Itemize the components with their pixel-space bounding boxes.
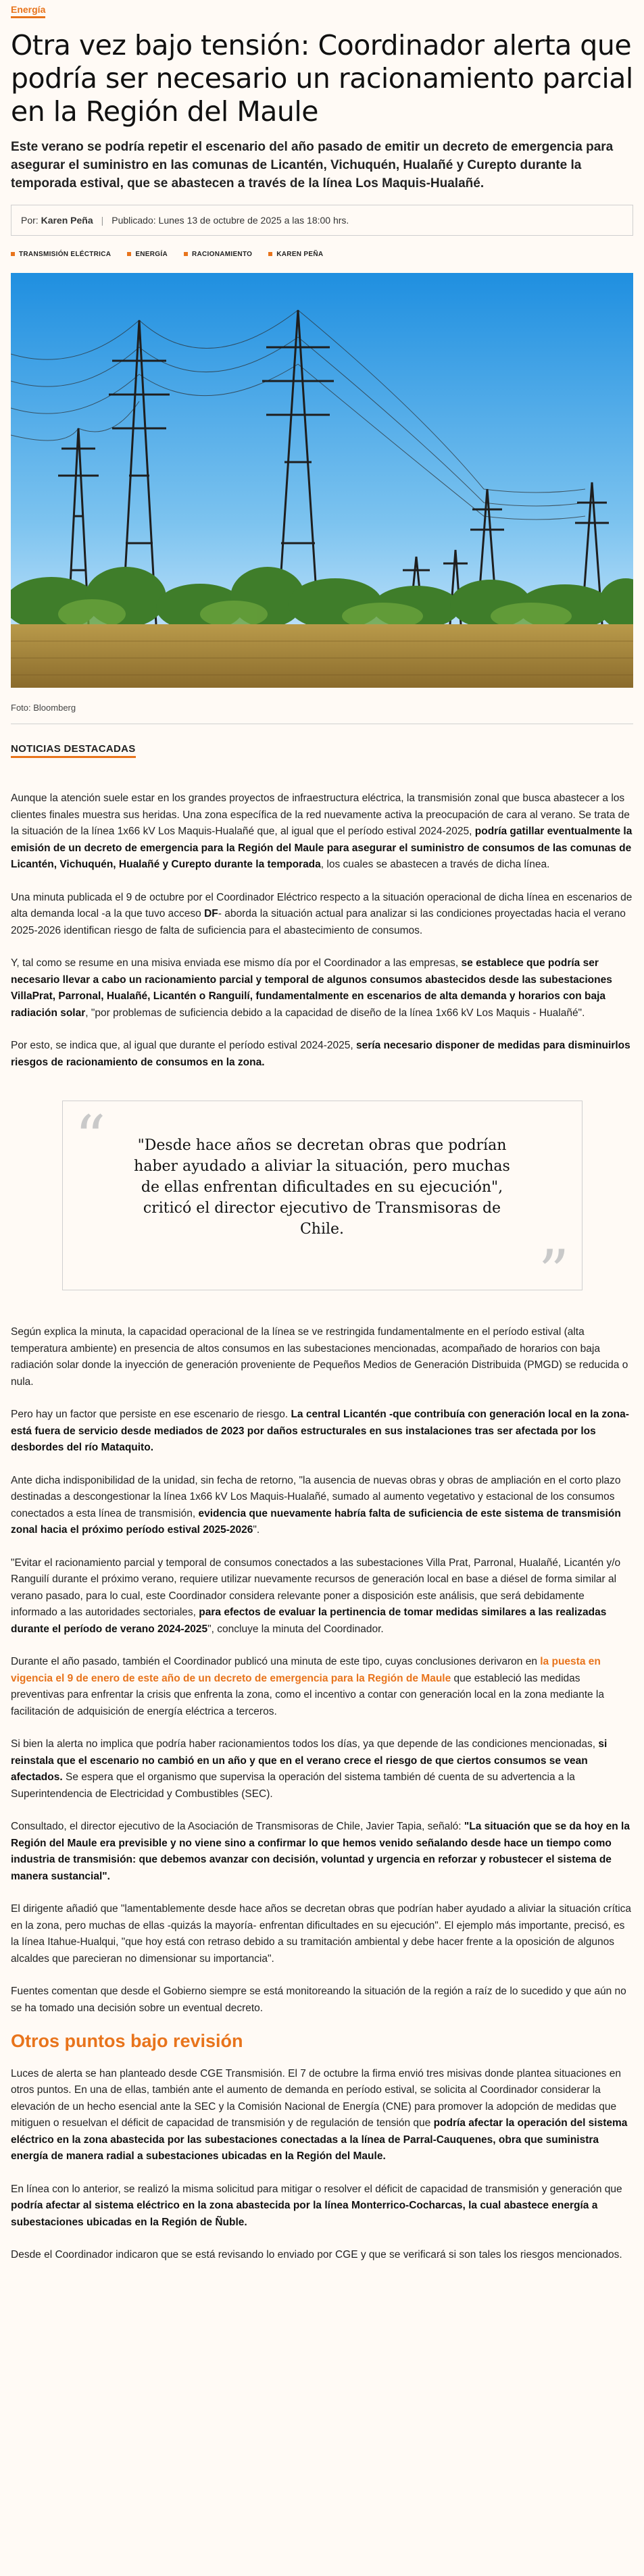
paragraph: Fuentes comentan que desde el Gobierno siempre se está monitoreando la situación de la región a raíz de lo sucedido y que aún no se ha tomado una decisión sobre un eventual decreto. (11, 1986, 626, 2014)
article-body (11, 790, 633, 2264)
paragraph: Luces de alerta se han planteado desde CGE Transmisión. El 7 de octubre la firma envió tres misivas donde plantea situaciones en otros puntos. En una de ellas, también ante el aumento de demanda en período estival, se solicita al Coordinador considerar la elevación de un hecho esencial ante la SEC y la Comisión Nacional de Energía (CNE) para promover la adopción de medidas que mitiguen o resuelvan el déficit de capacidad de transmisión y de regulación de tensión que podría afectar la operación del sistema eléctrico en la zona abastecida por las subestaciones conectadas a la línea de Parral-Cauquenes, obra que suministra energía de manera radial a subestaciones ubicadas en la Región del Maule. (11, 2067, 628, 2162)
article-lead: Este verano se podría repetir el escenario del año pasado de emitir un decreto de emergencia para asegurar el suministro en las comunas de Licantén, Vichuquén, Hualañé y Curepto durante la temporada estival, que se abastecen a través de la línea Los Maquis-Hualañé. (11, 140, 614, 191)
related-news-heading[interactable]: NOTICIAS DESTACADAS (11, 743, 136, 758)
paragraph: El dirigente añadió que "lamentablemente desde hace años se decretan obras que podrían haber ayudado a aliviar la situación crítica en la zona, pero muchas de ellas -quizás la mayoría- enfrentan dificultades en su ejecución". El ejemplo más importante, precisó, es la línea Itahue-Hualqui, "que hoy está con retraso debido a su tramitación ambiental y debe hacer frente a la oposición de algunos alcaldes que parecieran no dimensionar su importancia". (11, 1903, 632, 1965)
open-quote-icon: “ (74, 1103, 106, 1173)
author-name[interactable]: Karen Peña (41, 215, 93, 226)
paragraph: Consultado, el director ejecutivo de la Asociación de Transmisoras de Chile, Javier Tapia, señaló: "La situación que se da hoy en la Región del Maule era previsible y no viene sino a confirmar lo que hemos venido señalando desde hace un tiempo como industria de transmisión: que debemos avanzar con decisión, voluntad y urgencia en reforzar y robustecer el sistema de manera sustancial". (11, 1821, 630, 1882)
paragraph: En línea con lo anterior, se realizó la misma solicitud para mitigar o resolver el déficit de capacidad de transmisión y generación que podría afectar al sistema eléctrico en la zona abastecida por la línea Monterrico-Cocharcas, la cual abastece energía a subestaciones ubicadas en la Región de Ñuble. (11, 2183, 622, 2228)
paragraph: Una minuta publicada el 9 de octubre por el Coordinador Eléctrico respecto a la situación operacional de dicha línea en escenarios de alta demanda local -a la que tuvo acceso DF- aborda la situación actual para analizar si las condiciones proyectadas hacia el verano 2025-2026 identifican riesgo de falta de suficiencia para el abastecimiento de consumos. (11, 891, 633, 936)
meta-separator: | (101, 215, 104, 226)
paragraph: Desde el Coordinador indicaron que se está revisando lo enviado por CGE y que se verificará si son tales los riesgos mencionados. (11, 2249, 622, 2261)
paragraph: Según explica la minuta, la capacidad operacional de la línea se ve restringida fundamentalmente en el período estival (alta temperatura ambiente) en presencia de altos consumos en las subestaciones mencionadas, acompañado de horarios con baja radiación solar donde la inyección de generación proveniente de Pequeños Medios de Generación Distribuida (PMGD) se reducida o nula. (11, 1326, 628, 1388)
paragraph: "Evitar el racionamiento parcial y temporal de consumos conectados a las subestaciones Villa Prat, Parronal, Hualañé, Licantén y/o Ranguilí durante el próximo verano, requiere utilizar nuevamente recursos de generación local en base a diésel de forma similar al verano pasado, para lo cual, este Coordinador considera relevante poner a disposición este análisis, que será debidamente informado a las autoridades sectoriales, para efectos de evaluar la pertinencia de tomar medidas similares a las realizadas durante el período de verano 2024-2025", concluye la minuta del Coordinador. (11, 1557, 621, 1635)
decree-link[interactable]: la puesta en vigencia el 9 de enero de este año de un decreto de emergencia para la Región de Maule (11, 1656, 601, 1684)
published-date: Publicado: Lunes 13 de octubre de 2025 a las 18:00 hrs. (112, 215, 349, 226)
tag-item[interactable]: KAREN PEÑA (268, 251, 323, 258)
tag-item[interactable]: RACIONAMIENTO (184, 251, 252, 258)
paragraph: Durante el año pasado, también el Coordinador publicó una minuta de este tipo, cuyas conclusiones derivaron en la puesta en vigencia el 9 de enero de este año de un decreto de emergencia para la Región de Maule que estableció las medidas preventivas para enfrentar la crisis que enfrenta la zona, como el incentivo a contar con generación local en la zona mediante la facilitación de adquisición de energía eléctrica a terceros. (11, 1656, 604, 1717)
article-meta (11, 205, 633, 236)
paragraph: Aunque la atención suele estar en los grandes proyectos de infraestructura eléctrica, la transmisión zonal que busca abastecer a los clientes finales muestra sus heridas. Una zona específica de la red nuevamente activa la preocupación de cara al verano. Se trata de la situación de la línea 1x66 kV Los Maquis-Hualañé que, al igual que el período estival 2024-2025, podría gatillar eventualmente la emisión de un decreto de emergencia para la Región del Maule para asegurar el suministro de consumos de las comunas de Licantén, Vichuquén, Hualañé y Curepto durante la temporada, los cuales se abastecen a través de dicha línea. (11, 792, 633, 870)
pull-quote (62, 1101, 583, 1308)
tag-item[interactable]: TRANSMISIÓN ELÉCTRICA (11, 251, 111, 258)
paragraph: Pero hay un factor que persiste en ese escenario de riesgo. La central Licantén -que contribuía con generación local en la zona- está fuera de servicio desde mediados de 2023 por daños estructurales en sus instalaciones tras ser afectada por los desbordes del río Mataquito. (11, 1409, 629, 1453)
section-link[interactable]: Energía (11, 4, 45, 18)
photo-caption: Foto: Bloomberg (11, 703, 76, 713)
paragraph: Ante dicha indisponibilidad de la unidad, sin fecha de retorno, "la ausencia de nuevas obras y obras de ampliación en el corto plazo destinadas a descongestionar la línea 1x66 kV Los Maquis-Hualañé, sumado al aumento vegetativo y estacional de los consumos conectados a esta línea de transmisión, evidencia que nuevamente habría falta de suficiencia de este sistema de transmisión zonal hacia el próximo período estival 2025-2026". (11, 1474, 621, 1536)
paragraph: Y, tal como se resume en una misiva enviada ese mismo día por el Coordinador a las empresas, se establece que podría ser necesario llevar a cabo un racionamiento parcial y temporal de algunos consumos abastecidos desde las subestaciones VillaPrat, Parronal, Hualañé, Licantén o Ranguilí, fundamentalmente en escenarios de alta demanda y horarios con baja radiación solar, "por problemas de suficiencia debido a la capacidad de diseño de la línea 1x66 kV Los Maquis - Hualañé". (11, 957, 612, 1019)
hero-photo (11, 273, 633, 688)
author-prefix: Por: (21, 215, 39, 226)
tag-list (11, 251, 633, 258)
paragraph: Por esto, se indica que, al igual que durante el período estival 2024-2025, sería necesario disponer de medidas para disminuirlos riesgos de racionamiento de consumos en la zona. (11, 1040, 630, 1068)
author-line (21, 215, 93, 226)
close-quote-icon: ” (538, 1237, 570, 1308)
subheading: Otros puntos bajo revisión (11, 2031, 243, 2051)
tag-item[interactable]: ENERGÍA (127, 251, 168, 258)
quote-text: "Desde hace años se decretan obras que podrían haber ayudado a aliviar la situación, pero muchas de ellas enfrentan dificultades en su ejecución", criticó el director ejecutivo de Transmisoras de Chile. (134, 1137, 510, 1238)
paragraph: Si bien la alerta no implica que podría haber racionamientos todos los días, ya que depende de las condiciones mencionadas, si reinstala que el escenario no cambió en un año y que en el verano crece el riesgo de que ciertos consumos se vean afectados. Se espera que el organismo que supervisa la operación del sistema también dé cuenta de su advertencia a la Superintendencia de Electricidad y Combustibles (SEC). (11, 1738, 608, 1800)
article-title: Otra vez bajo tensión: Coordinador alerta que podría ser necesario un racionamiento parcial en la Región del Maule (11, 29, 633, 128)
